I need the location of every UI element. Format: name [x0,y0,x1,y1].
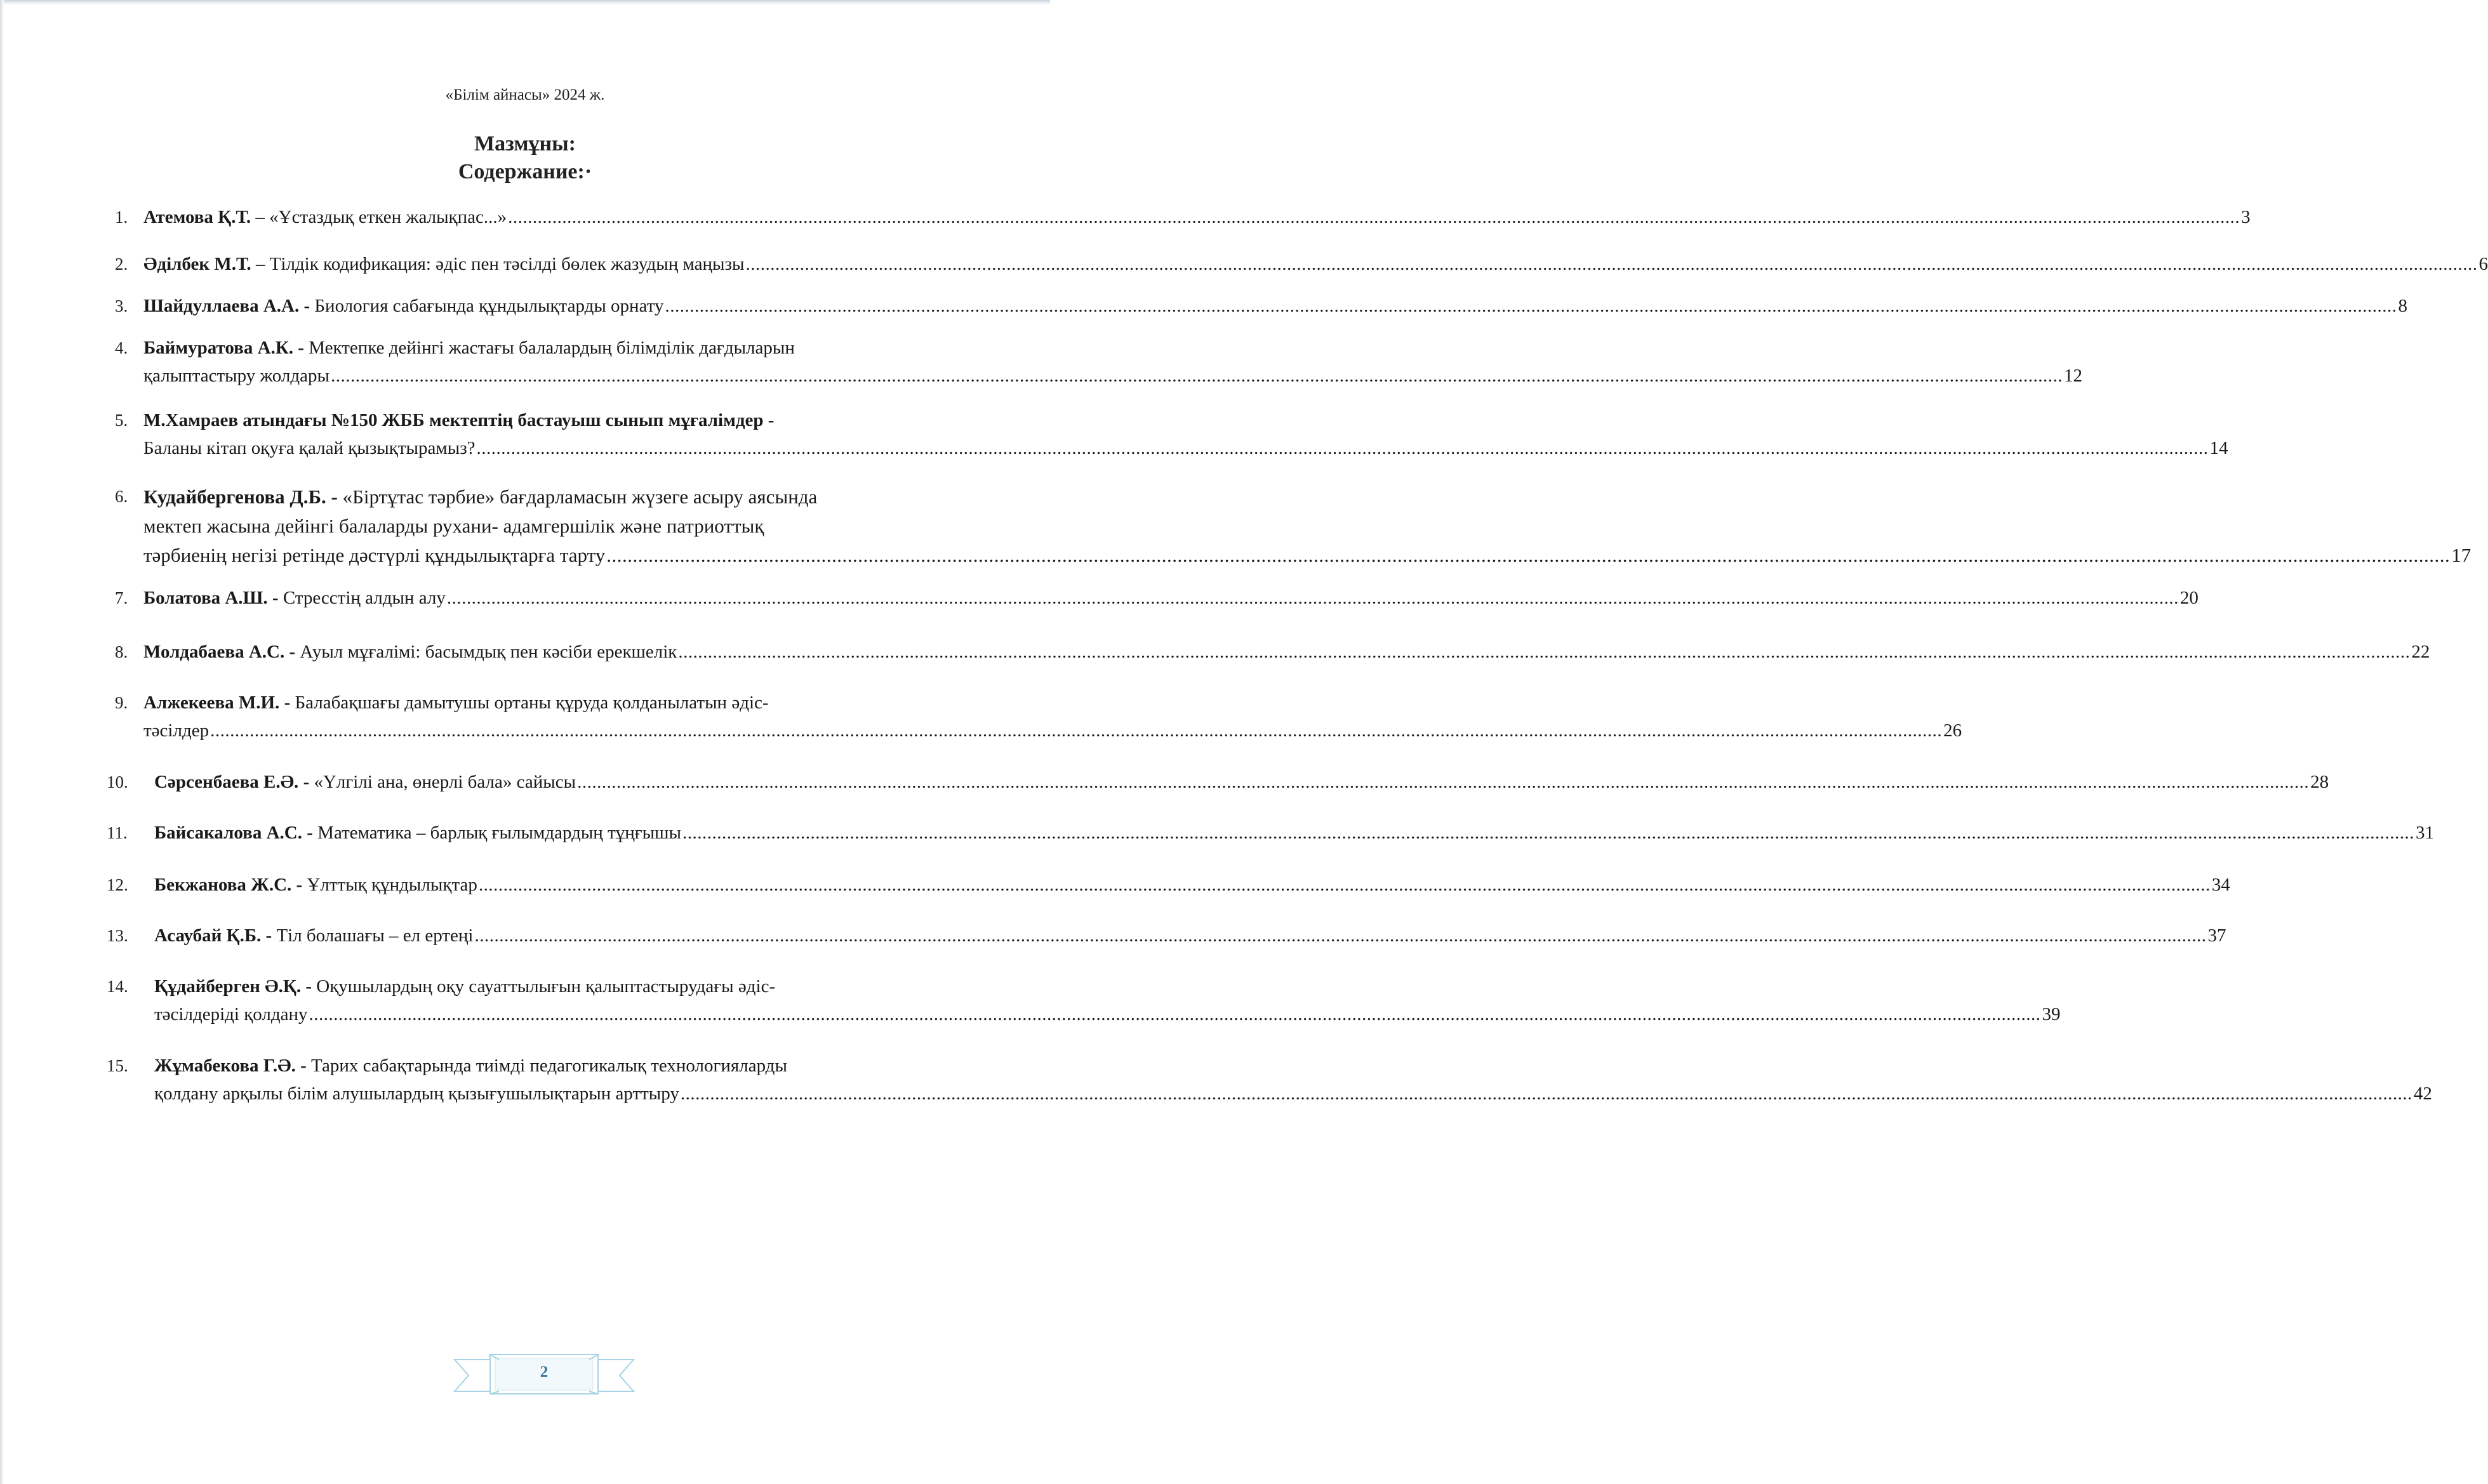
entry-page-number: 26 [1943,720,1962,741]
entry-line [143,334,969,362]
entry-body [143,406,2228,462]
entry-line [154,768,2329,796]
entry-line [143,482,981,512]
entry-line [154,819,2434,847]
entry-page-number: 3 [2241,207,2251,227]
entry-body [154,922,2226,950]
entry-title: «Біртұтас тәрбие» бағдарламасын жүзеге асыру аясында [342,486,818,508]
entry-text [143,250,744,278]
entry-number: 3. [115,296,128,315]
entry-number: 7. [115,588,128,607]
entry-body [143,203,2251,231]
entry-author: Шайдуллаева А.А. [143,296,300,316]
entry-author: Асаубай Қ.Б. [154,925,262,946]
dot-leader [682,819,2414,847]
entry-separator: - [299,296,315,316]
dot-leader [331,362,2063,390]
entry-body [143,482,2471,570]
entry-title: Тарих сабақтарында тиімді педагогикалық технологияларды [311,1056,787,1076]
entry-body [143,292,2407,320]
entry-body [143,584,2199,612]
entry-number: 9. [115,693,128,712]
entry-title: Тіл болашағы – ел ертеңі [276,925,474,946]
entry-text [154,871,477,899]
dot-leader [477,434,2209,462]
entry-separator: - [298,772,314,792]
entry-body [143,638,2430,666]
entry-title: тәсілдеріді қолдану [154,1004,308,1024]
entry-line [154,972,976,1000]
journal-header: «Білім айнасы» 2024 ж. [445,86,605,103]
entry-title: Балабақшағы дамытушы ортаны құруда қолданылатын әдіс- [295,692,769,713]
entry-number: 2. [115,255,128,274]
dot-leader [681,1080,2412,1108]
entry-separator: - [261,925,277,946]
dot-leader [479,871,2211,899]
entry-line [143,717,1962,745]
entry-separator: - [326,486,343,508]
entry-body [143,689,1962,745]
dot-leader [210,717,1942,745]
entry-page-number: 20 [2179,588,2199,608]
entry-body [154,819,2434,847]
entry-author: Байсакалова А.С. [154,823,302,843]
entry-number: 5. [115,411,128,430]
entry-author: Болатова А.Ш. [143,588,268,608]
entry-page-number: 12 [2064,366,2083,386]
entry-text [143,638,677,666]
entry-text [143,203,507,231]
entry-text [154,768,576,796]
entry-separator: – [251,207,270,227]
dot-leader [745,250,2477,278]
entry-author: Кудайбергенова Д.Б. [143,486,326,508]
entry-line [143,512,981,541]
entry-text [143,292,663,320]
entry-author: Сәрсенбаева Е.Ә. [154,772,299,792]
entry-author: Жұмабекова Г.Ә. [154,1056,296,1076]
entry-title: Биология сабағында құндылықтарды орнату [314,296,664,316]
entry-line [154,1080,2432,1108]
entry-body [154,1052,2432,1108]
entry-title: Мектепке дейінгі жастағы балалардың білімділік дағдыларын [309,338,795,358]
entry-page-number: 34 [2211,875,2230,895]
entry-line [143,638,2430,666]
entry-line [143,203,2251,231]
entry-separator: - [302,823,318,843]
entry-separator: - [284,642,300,662]
entry-page-number: 28 [2310,772,2329,792]
entry-body [154,972,2061,1028]
dot-leader [309,1000,2041,1028]
entry-title: Ұлттық құндылықтар [307,875,477,895]
entry-text [154,922,473,950]
entry-author: Әділбек М.Т. [143,254,251,274]
entry-title: Тілдік кодификация: әдіс пен тәсілді бөлек жазудың маңызы [269,254,745,274]
entry-author-line [143,406,962,434]
entry-title: Баланы кітап оқуға қалай қызықтырамыз? [143,438,476,458]
entry-separator: - [295,1056,312,1076]
entry-text [143,584,446,612]
entry-title: тәсілдер [143,720,210,741]
entry-page-number: 17 [2451,544,2471,566]
entry-number: 6. [115,487,128,506]
entry-title: Математика – барлық ғылымдардың тұңғышы [317,823,681,843]
entry-number: 4. [115,338,128,357]
entry-title: Оқушылардың оқу сауаттылығын қалыптастырудағы әдіс- [316,976,776,997]
entry-line [154,1000,2061,1028]
entry-separator: - [267,588,283,608]
entry-line [143,362,2083,390]
entry-text [143,362,329,390]
entry-body [154,871,2230,899]
entry-text [143,486,817,508]
entry-author: Баймуратова А.К. [143,338,294,358]
entry-text [154,1056,787,1076]
entry-page-number: 42 [2413,1083,2432,1104]
entry-body [143,250,2488,278]
entry-line [143,689,966,717]
entry-number: 14. [107,977,128,996]
entry-text [154,1080,679,1108]
dot-leader [665,292,2397,320]
dot-leader [508,203,2240,231]
entry-separator: – [251,254,270,274]
entry-line [143,584,2199,612]
entry-title: мектеп жасына дейінгі балаларды рухани- адамгершілік және патриоттық [143,515,764,537]
entry-line [154,922,2226,950]
entry-author: Атемова Қ.Т. [143,207,251,227]
entry-text [143,541,605,570]
dot-leader [577,768,2309,796]
entry-line [143,250,2488,278]
entry-separator: - [293,338,309,358]
entry-page-number: 8 [2398,296,2407,316]
title-kazakh: Мазмұны: [474,132,576,156]
entry-page-number: 14 [2209,438,2228,458]
entry-line [143,541,2471,570]
entry-title: тәрбиенің негізі ретінде дәстүрлі құндылықтарға тарту [143,544,606,566]
entry-author: Молдабаева А.С. [143,642,285,662]
entry-text [143,717,209,745]
entry-author: Құдайберген Ә.Қ. [154,976,302,997]
entry-text [143,338,795,358]
entry-title: қалыптастыру жолдары [143,366,330,386]
entry-separator: - [279,692,295,713]
entry-text [154,819,681,847]
dot-leader [678,638,2410,666]
entry-body [154,768,2329,796]
entry-text [143,692,769,713]
dot-leader [474,922,2206,950]
entry-page-number: 31 [2415,823,2434,843]
entry-line [154,871,2230,899]
entry-number: 1. [115,208,128,227]
entry-page-number: 22 [2411,642,2430,662]
dot-leader [447,584,2179,612]
entry-number: 12. [107,875,128,894]
entry-number: 15. [107,1056,128,1075]
entry-body [143,334,2083,390]
page-number: 2 [540,1363,549,1381]
entry-title: Стресстің алдын алу [283,588,446,608]
entry-text [143,434,476,462]
entry-author: Алжекеева М.И. [143,692,280,713]
entry-page-number: 37 [2207,925,2226,946]
title-russian: Содержание:· [458,160,592,183]
entry-separator: - [291,875,307,895]
entry-author: М.Хамраев атындағы №150 ЖББ мектептің бастауыш сынып мұғалімдер [143,410,764,430]
dot-leader [606,541,2450,570]
entry-number: 8. [115,642,128,661]
entry-line [143,434,2228,462]
entry-text [154,976,775,997]
entry-number: 13. [107,926,128,945]
entry-line [143,292,2407,320]
entry-title: Ауыл мұғалімі: басымдық пен кәсіби ерекшелік [300,642,677,662]
entry-number: 11. [107,823,128,842]
entry-separator: - [301,976,317,997]
entry-text [143,515,764,537]
entry-separator: - [763,410,775,430]
entry-line [154,1052,980,1080]
entry-page-number: 6 [2478,254,2488,274]
entry-author: Бекжанова Ж.С. [154,875,292,895]
entry-page-number: 39 [2042,1004,2061,1024]
entry-title: «Үлгілі ана, өнерлі бала» сайысы [314,772,576,792]
entry-title: қолдану арқылы білім алушылардың қызығушылықтарын арттыру [154,1083,679,1104]
entry-text [154,1000,308,1028]
entry-number: 10. [107,772,128,792]
entry-title: «Ұстаздық еткен жалықпас...» [269,207,507,227]
